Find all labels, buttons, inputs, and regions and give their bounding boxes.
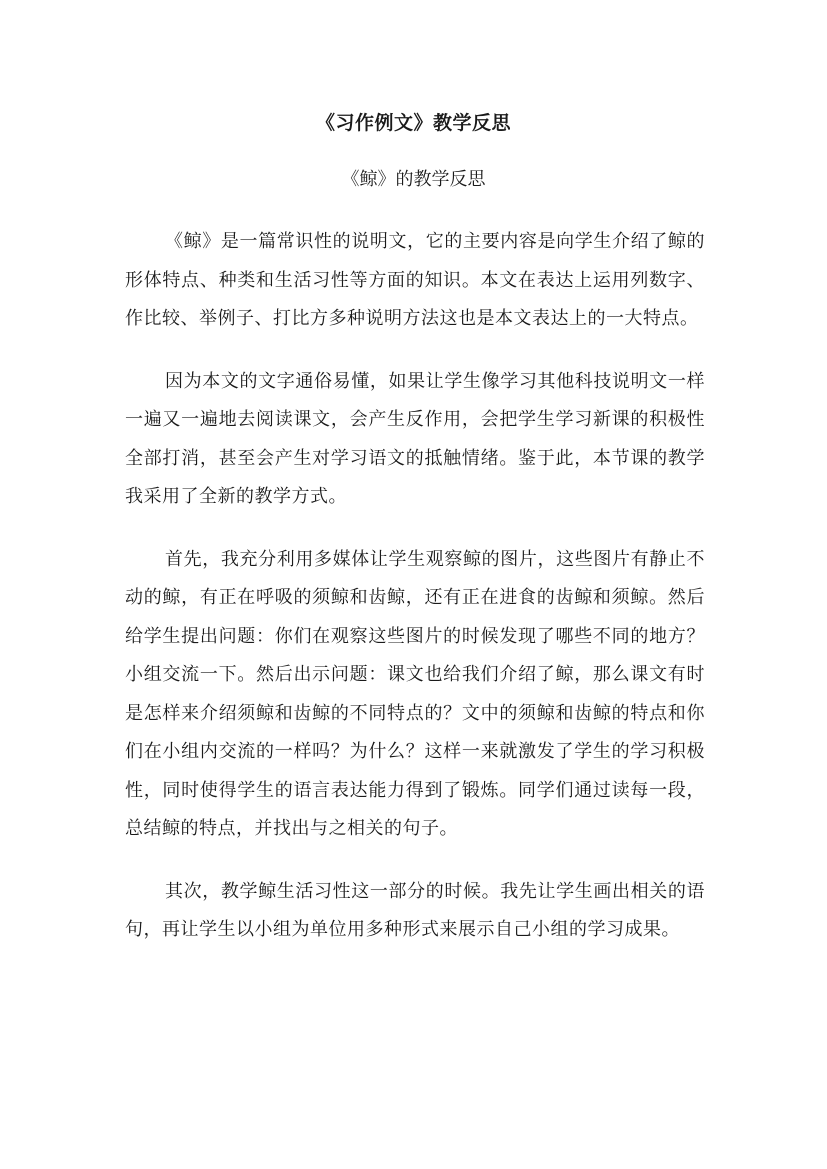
paragraph-3: 首先，我充分利用多媒体让学生观察鲸的图片，这些图片有静止不动的鲸，有正在呼吸的须鲸和齿鲸，还有正在进食的齿鲸和须鲸。然后给学生提出问题：你们在观察这些图片的时候发现了哪些不同的地方？小组交流一下。然后出示问题：课文也给我们介绍了鲸，那么课文有时是怎样来介绍须鲸和齿鲸的不同特点的？文中的须鲸和齿鲸的特点和你们在小组内交流的一样吗？为什么？这样一来就激发了学生的学习积极性，同时使得学生的语言表达能力得到了锻炼。同学们通过读每一段，总结鲸的特点，并找出与之相关的句子。 [125, 548, 705, 839]
document-subtitle: 《鲸》的教学反思 [341, 169, 486, 190]
document-title: 《习作例文》教学反思 [315, 112, 511, 134]
paragraph-4: 其次，教学鲸生活习性这一部分的时候。我先让学生画出相关的语句，再让学生以小组为单位用多种形式来展示自己小组的学习成果。 [125, 880, 705, 940]
paragraph-1: 《鲸》是一篇常识性的说明文，它的主要内容是向学生介绍了鲸的形体特点、种类和生活习性等方面的知识。本文在表达上运用列数字、作比较、举例子、打比方多种说明方法这也是本文表达上的一大特点。 [125, 231, 705, 329]
document-body [125, 223, 705, 974]
paragraph-2: 因为本文的文字通俗易懂，如果让学生像学习其他科技说明文一样一遍又一遍地去阅读课文，会产生反作用，会把学生学习新课的积极性全部打消，甚至会产生对学习语文的抵触情绪。鉴于此，本节课的教学我采用了全新的教学方式。 [125, 370, 705, 507]
